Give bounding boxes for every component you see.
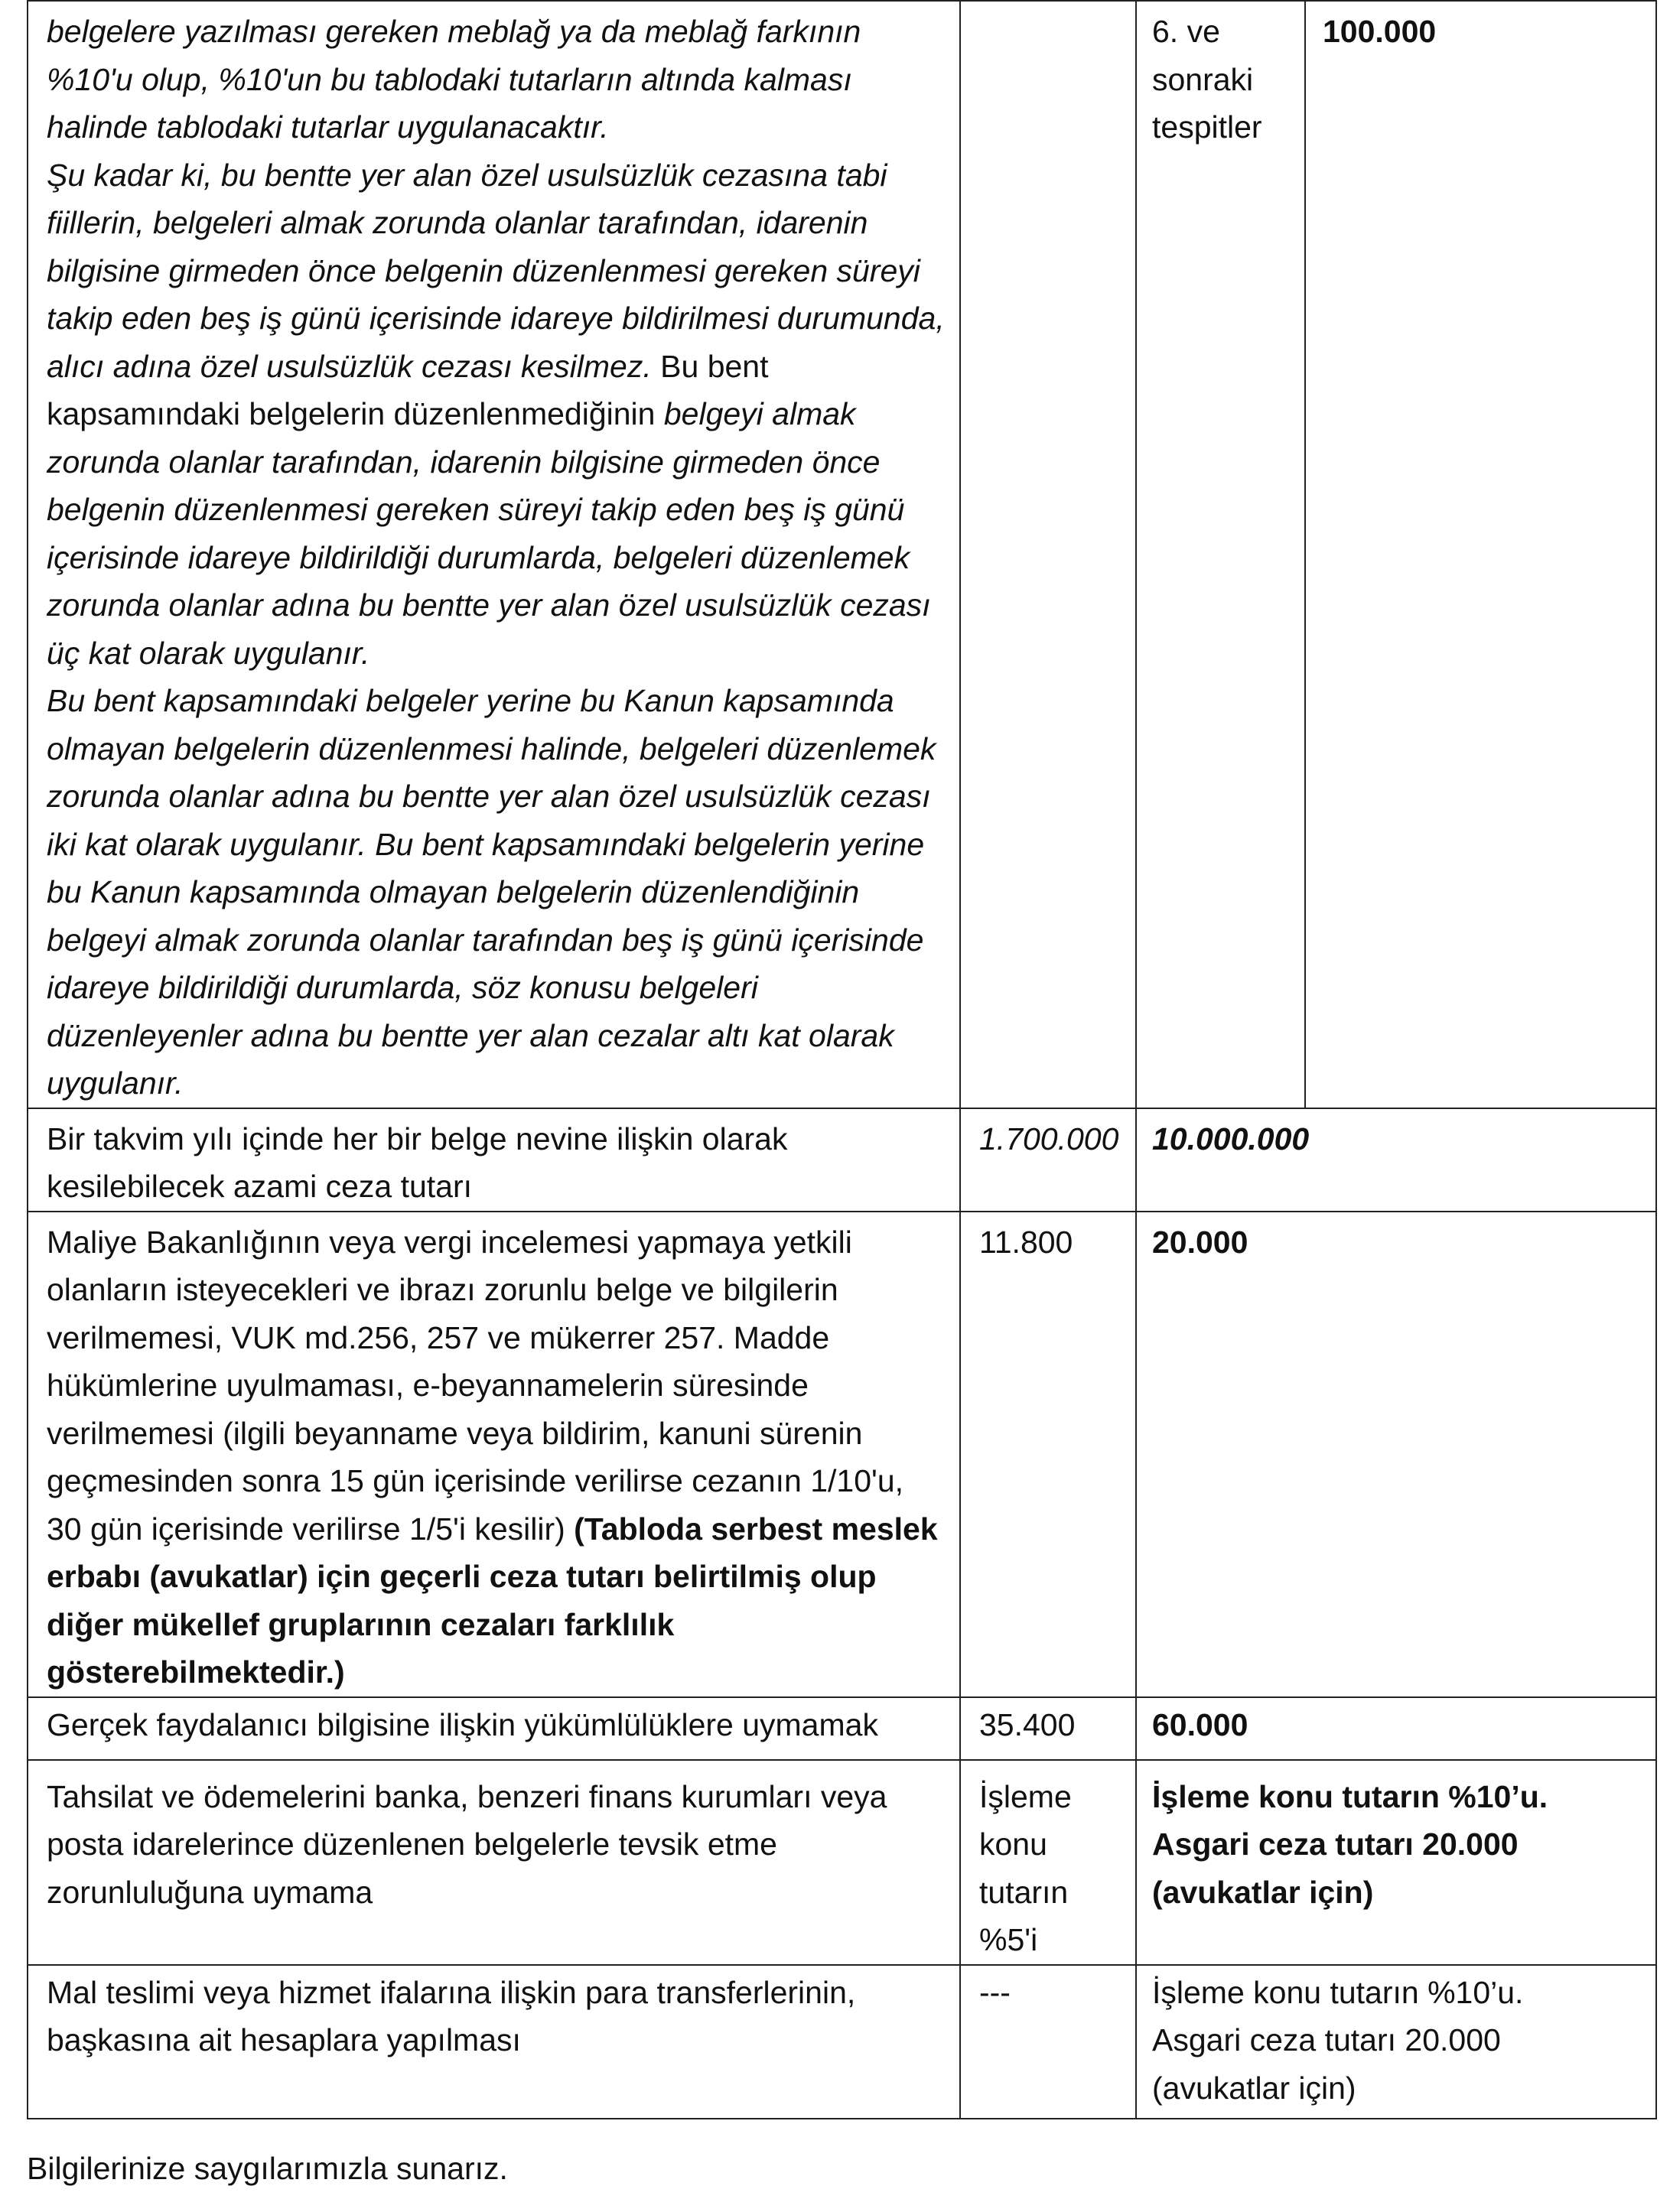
old-amount-cell: İşleme konu tutarın %5'i [960, 1760, 1136, 1965]
new-amount-cell: 20.000 [1136, 1212, 1656, 1697]
description-cell: Mal teslimi veya hizmet ifalarına ilişkin para transferlerinin, başkasına ait hesaplara yapılması [28, 1965, 960, 2119]
new-amount-cell: 60.000 [1136, 1697, 1656, 1760]
bold-note: (Tabloda serbest meslek erbabı (avukatlar) için geçerli ceza tutarı belirtilmiş olup diğer mükellef gruplarının cezaları farklılık gösterebilmektedir.) [47, 1511, 938, 1690]
new-amount-cell: İşleme konu tutarın %10’u. Asgari ceza tutarı 20.000 (avukatlar için) [1136, 1965, 1656, 2119]
new-amount-cell [1136, 1108, 1656, 1212]
plain-text: Maliye Bakanlığının veya vergi incelemesi yapmaya yetkili olanların isteyecekleri ve ibrazı zorunlu belge ve bilgilerin verilmemesi, VUK md.256, 257 ve mükerrer 257. Madde hükümlerine uyulmaması, e-beyannamelerin süresinde verilmemesi (ilgili beyanname veya bildirim, kanuni sürenin geçmesinden sonra 15 gün içerisinde verilirse cezanın 1/10'u, 30 gün içerisinde verilirse 1/5'i kesilir) [47, 1224, 904, 1547]
table-row [28, 1, 1656, 1108]
sub-label-cell: 6. ve sonraki tespitler [1136, 1, 1305, 1108]
description-paragraph: Bu bent kapsamındaki belgeler yerine bu Kanun kapsamında olmayan belgelerin düzenlenmesi halinde, belgeleri düzenlemek zorunda olanlar adına bu bentte yer alan özel usulsüzlük cezası iki kat olarak uygulanır. Bu bent kapsamındaki belgelerin yerine bu Kanun kapsamında olmayan belgelerin düzenlendiğinin belgeyi almak zorunda olanlar tarafından beş iş günü içerisinde idareye bildirildiği durumlarda, söz konusu belgeleri düzenleyenler adına bu bentte yer alan cezalar altı kat olarak uygulanır. [47, 683, 936, 1101]
new-amount-cell: 100.000 [1305, 1, 1656, 1108]
table-row [28, 1108, 1656, 1212]
description-paragraph: belgelere yazılması gereken meblağ ya da meblağ farkının %10'u olup, %10'un bu tablodaki tutarların altında kalması halinde tablodaki tutarlar uygulanacaktır. [47, 14, 861, 145]
old-amount-cell [960, 1, 1136, 1108]
old-amount-cell [960, 1108, 1136, 1212]
description-cell: Tahsilat ve ödemelerini banka, benzeri finans kurumları veya posta idarelerince düzenlenen belgelerle tevsik etme zorunluluğuna uymama [28, 1760, 960, 1965]
old-amount-text: 1.700.000 [979, 1121, 1119, 1156]
old-amount-cell: --- [960, 1965, 1136, 2119]
table-row [28, 1965, 1656, 2119]
table-row [28, 1212, 1656, 1697]
table-row [28, 1760, 1656, 1965]
penalty-table [27, 0, 1657, 2119]
description-cell: Gerçek faydalanıcı bilgisine ilişkin yükümlülüklere uymamak [28, 1697, 960, 1760]
new-amount-text: 10.000.000 [1152, 1121, 1310, 1156]
description-paragraph [47, 151, 947, 678]
description-cell [28, 1212, 960, 1697]
new-amount-cell: İşleme konu tutarın %10’u. Asgari ceza tutarı 20.000 (avukatlar için) [1136, 1760, 1656, 1965]
description-cell: Bir takvim yılı içinde her bir belge nevine ilişkin olarak kesilebilecek azami ceza tutarı [28, 1108, 960, 1212]
plain-text: Bu bent kapsamındaki belgelerin düzenlenmediğinin [47, 348, 769, 431]
closing-text: Bilgilerinize saygılarımızla sunarız. [27, 2151, 508, 2186]
table-row [28, 1697, 1656, 1760]
description-cell [28, 1, 960, 1108]
old-amount-cell: 35.400 [960, 1697, 1136, 1760]
italic-text: Şu kadar ki, bu bentte yer alan özel usulsüzlük cezasına tabi fiillerin, belgeleri almak zorunda olanlar tarafından, idarenin bilgisine girmeden önce belgenin düzenlenmesi gereken süreyi takip eden beş iş günü içerisinde idareye bildirilmesi durumunda, alıcı adına özel usulsüzlük cezası kesilmez. [47, 157, 945, 384]
old-amount-cell: 11.800 [960, 1212, 1136, 1697]
italic-text: belgeyi almak zorunda olanlar tarafından, idarenin bilgisine girmeden önce belgenin düzenlenmesi gereken süreyi takip eden beş iş günü içerisinde idareye bildirildiği durumlarda, belgeleri düzenlemek zorunda olanlar adına bu bentte yer alan özel usulsüzlük cezası üç kat olarak uygulanır. [47, 396, 931, 671]
